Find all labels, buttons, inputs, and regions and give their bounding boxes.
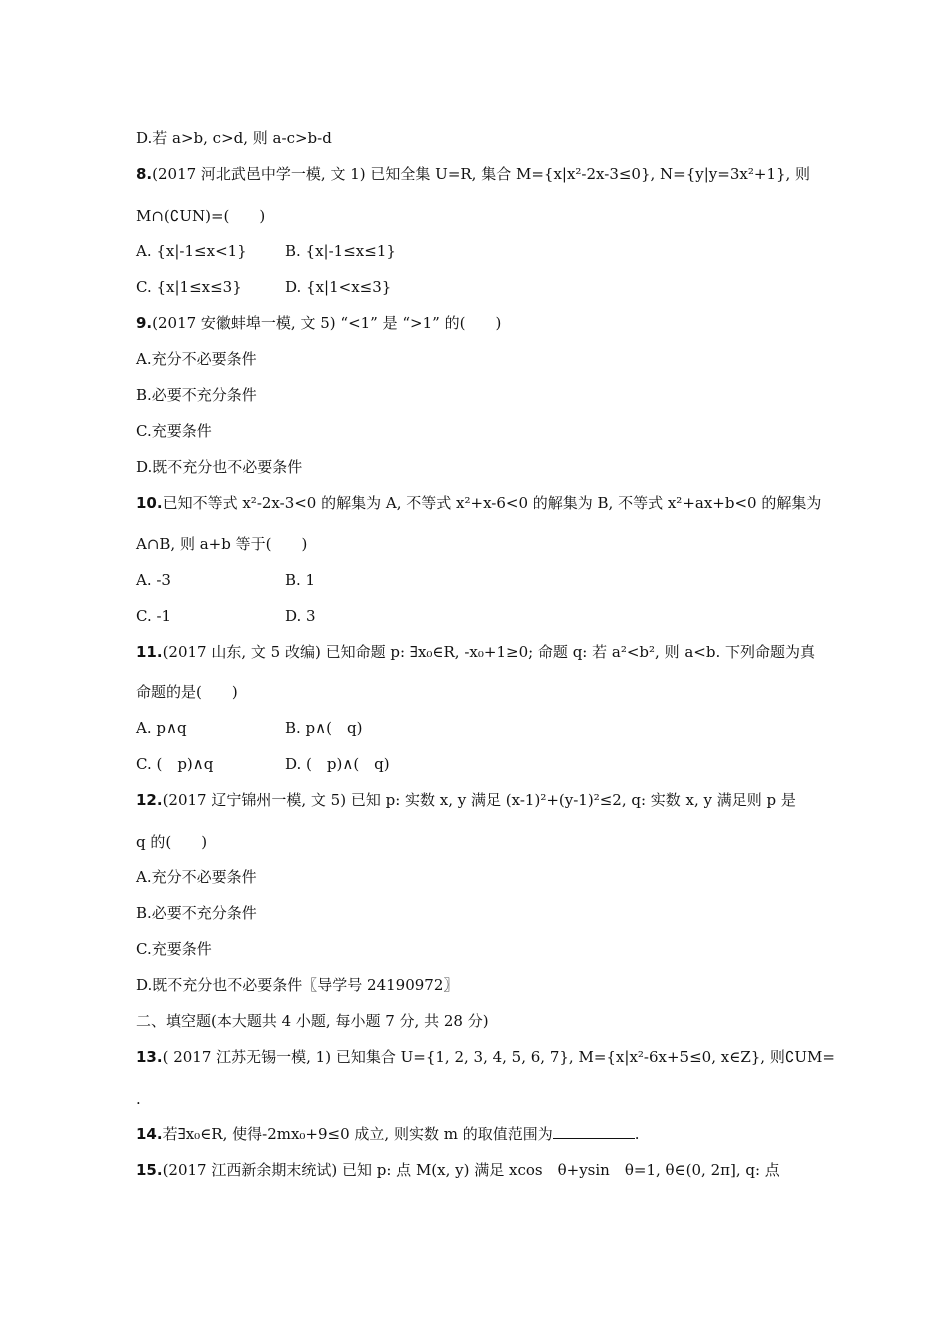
q9-option-b: B.必要不充分条件 [136,386,257,404]
q11-stem-line2: 命题的是( ) [136,683,238,701]
q12-stem-text: (2017 辽宁锦州一模, 文 5) 已知 p: 实数 x, y 满足 (x-1)²+(y-1)²≤2, q: 实数 x, y 满足则 p 是 [162,791,796,809]
q14-end-period: . [634,1125,640,1143]
q14-stem-text: 若∃x₀∈R, 使得-2mx₀+9≤0 成立, 则实数 m 的取值范围为 [162,1125,553,1143]
q13-number: 13. [136,1048,163,1066]
q8-option-c: C. {x|1≤x≤3} [136,278,242,296]
q12-stem-line1 [136,790,796,810]
q12-option-d: D.既不充分也不必要条件〖导学号 24190972〗 [136,976,459,994]
q9-option-c: C.充要条件 [136,422,212,440]
q13-stem [136,1047,835,1067]
q9-number: 9. [136,314,153,332]
q13-end-period: . [136,1090,141,1108]
q11-number: 11. [136,643,163,661]
q15-stem [136,1160,780,1180]
q11-stem-text: (2017 山东, 文 5 改编) 已知命题 p: ∃x₀∈R, -x₀+1≥0; 命题 q: 若 a²<b², 则 a<b. 下列命题为真 [162,643,815,661]
q14-answer-blank[interactable] [553,1124,635,1139]
q8-option-d: D. {x|1<x≤3} [285,278,392,296]
q12-option-b: B.必要不充分条件 [136,904,257,922]
q8-number: 8. [136,165,153,183]
q10-number: 10. [136,494,163,512]
q10-stem-text: 已知不等式 x²-2x-3<0 的解集为 A, 不等式 x²+x-6<0 的解集为 B, 不等式 x²+ax+b<0 的解集为 [162,494,822,512]
q9-option-a: A.充分不必要条件 [136,350,257,368]
q12-number: 12. [136,791,163,809]
q15-number: 15. [136,1161,163,1179]
q12-option-a: A.充分不必要条件 [136,868,257,886]
q7-option-d: D.若 a>b, c>d, 则 a-c>b-d [136,129,332,147]
q10-stem-line2: A∩B, 则 a+b 等于( ) [136,535,308,553]
q12-stem-line2: q 的( ) [136,833,208,851]
q11-option-c: C. ( p)∧q [136,755,214,773]
q8-stem-line2: M∩(∁UN)=( ) [136,207,266,225]
q10-option-a: A. -3 [136,571,171,589]
q15-stem-text: (2017 江西新余期末统试) 已知 p: 点 M(x, y) 满足 xcos θ+ysin θ=1, θ∈(0, 2π], q: 点 [162,1161,780,1179]
q10-option-c: C. -1 [136,607,172,625]
q8-option-b: B. {x|-1≤x≤1} [285,242,396,260]
q9-stem [136,313,501,333]
q11-option-d: D. ( p)∧( q) [285,755,390,773]
q10-stem-line1 [136,493,821,513]
q8-stem-line1 [136,164,810,184]
section-heading-fill-in: 二、填空题(本大题共 4 小题, 每小题 7 分, 共 28 分) [136,1012,489,1030]
q13-stem-text: ( 2017 江苏无锡一模, 1) 已知集合 U={1, 2, 3, 4, 5, 6, 7}, M={x|x²-6x+5≤0, x∈Z}, 则∁UM= [162,1048,835,1066]
q11-option-b: B. p∧( q) [285,719,363,737]
q9-stem-text: (2017 安徽蚌埠一模, 文 5) “<1” 是 “>1” 的( ) [152,314,502,332]
q12-option-c: C.充要条件 [136,940,212,958]
q14-number: 14. [136,1125,163,1143]
q10-option-d: D. 3 [285,607,316,625]
q8-stem-text: (2017 河北武邑中学一模, 文 1) 已知全集 U=R, 集合 M={x|x²-2x-3≤0}, N={y|y=3x²+1}, 则 [152,165,811,183]
q11-option-a: A. p∧q [136,719,187,737]
q8-option-a: A. {x|-1≤x<1} [136,242,247,260]
q10-option-b: B. 1 [285,571,316,589]
q14-stem [136,1124,640,1144]
q11-stem-line1 [136,642,815,662]
q9-option-d: D.既不充分也不必要条件 [136,458,303,476]
